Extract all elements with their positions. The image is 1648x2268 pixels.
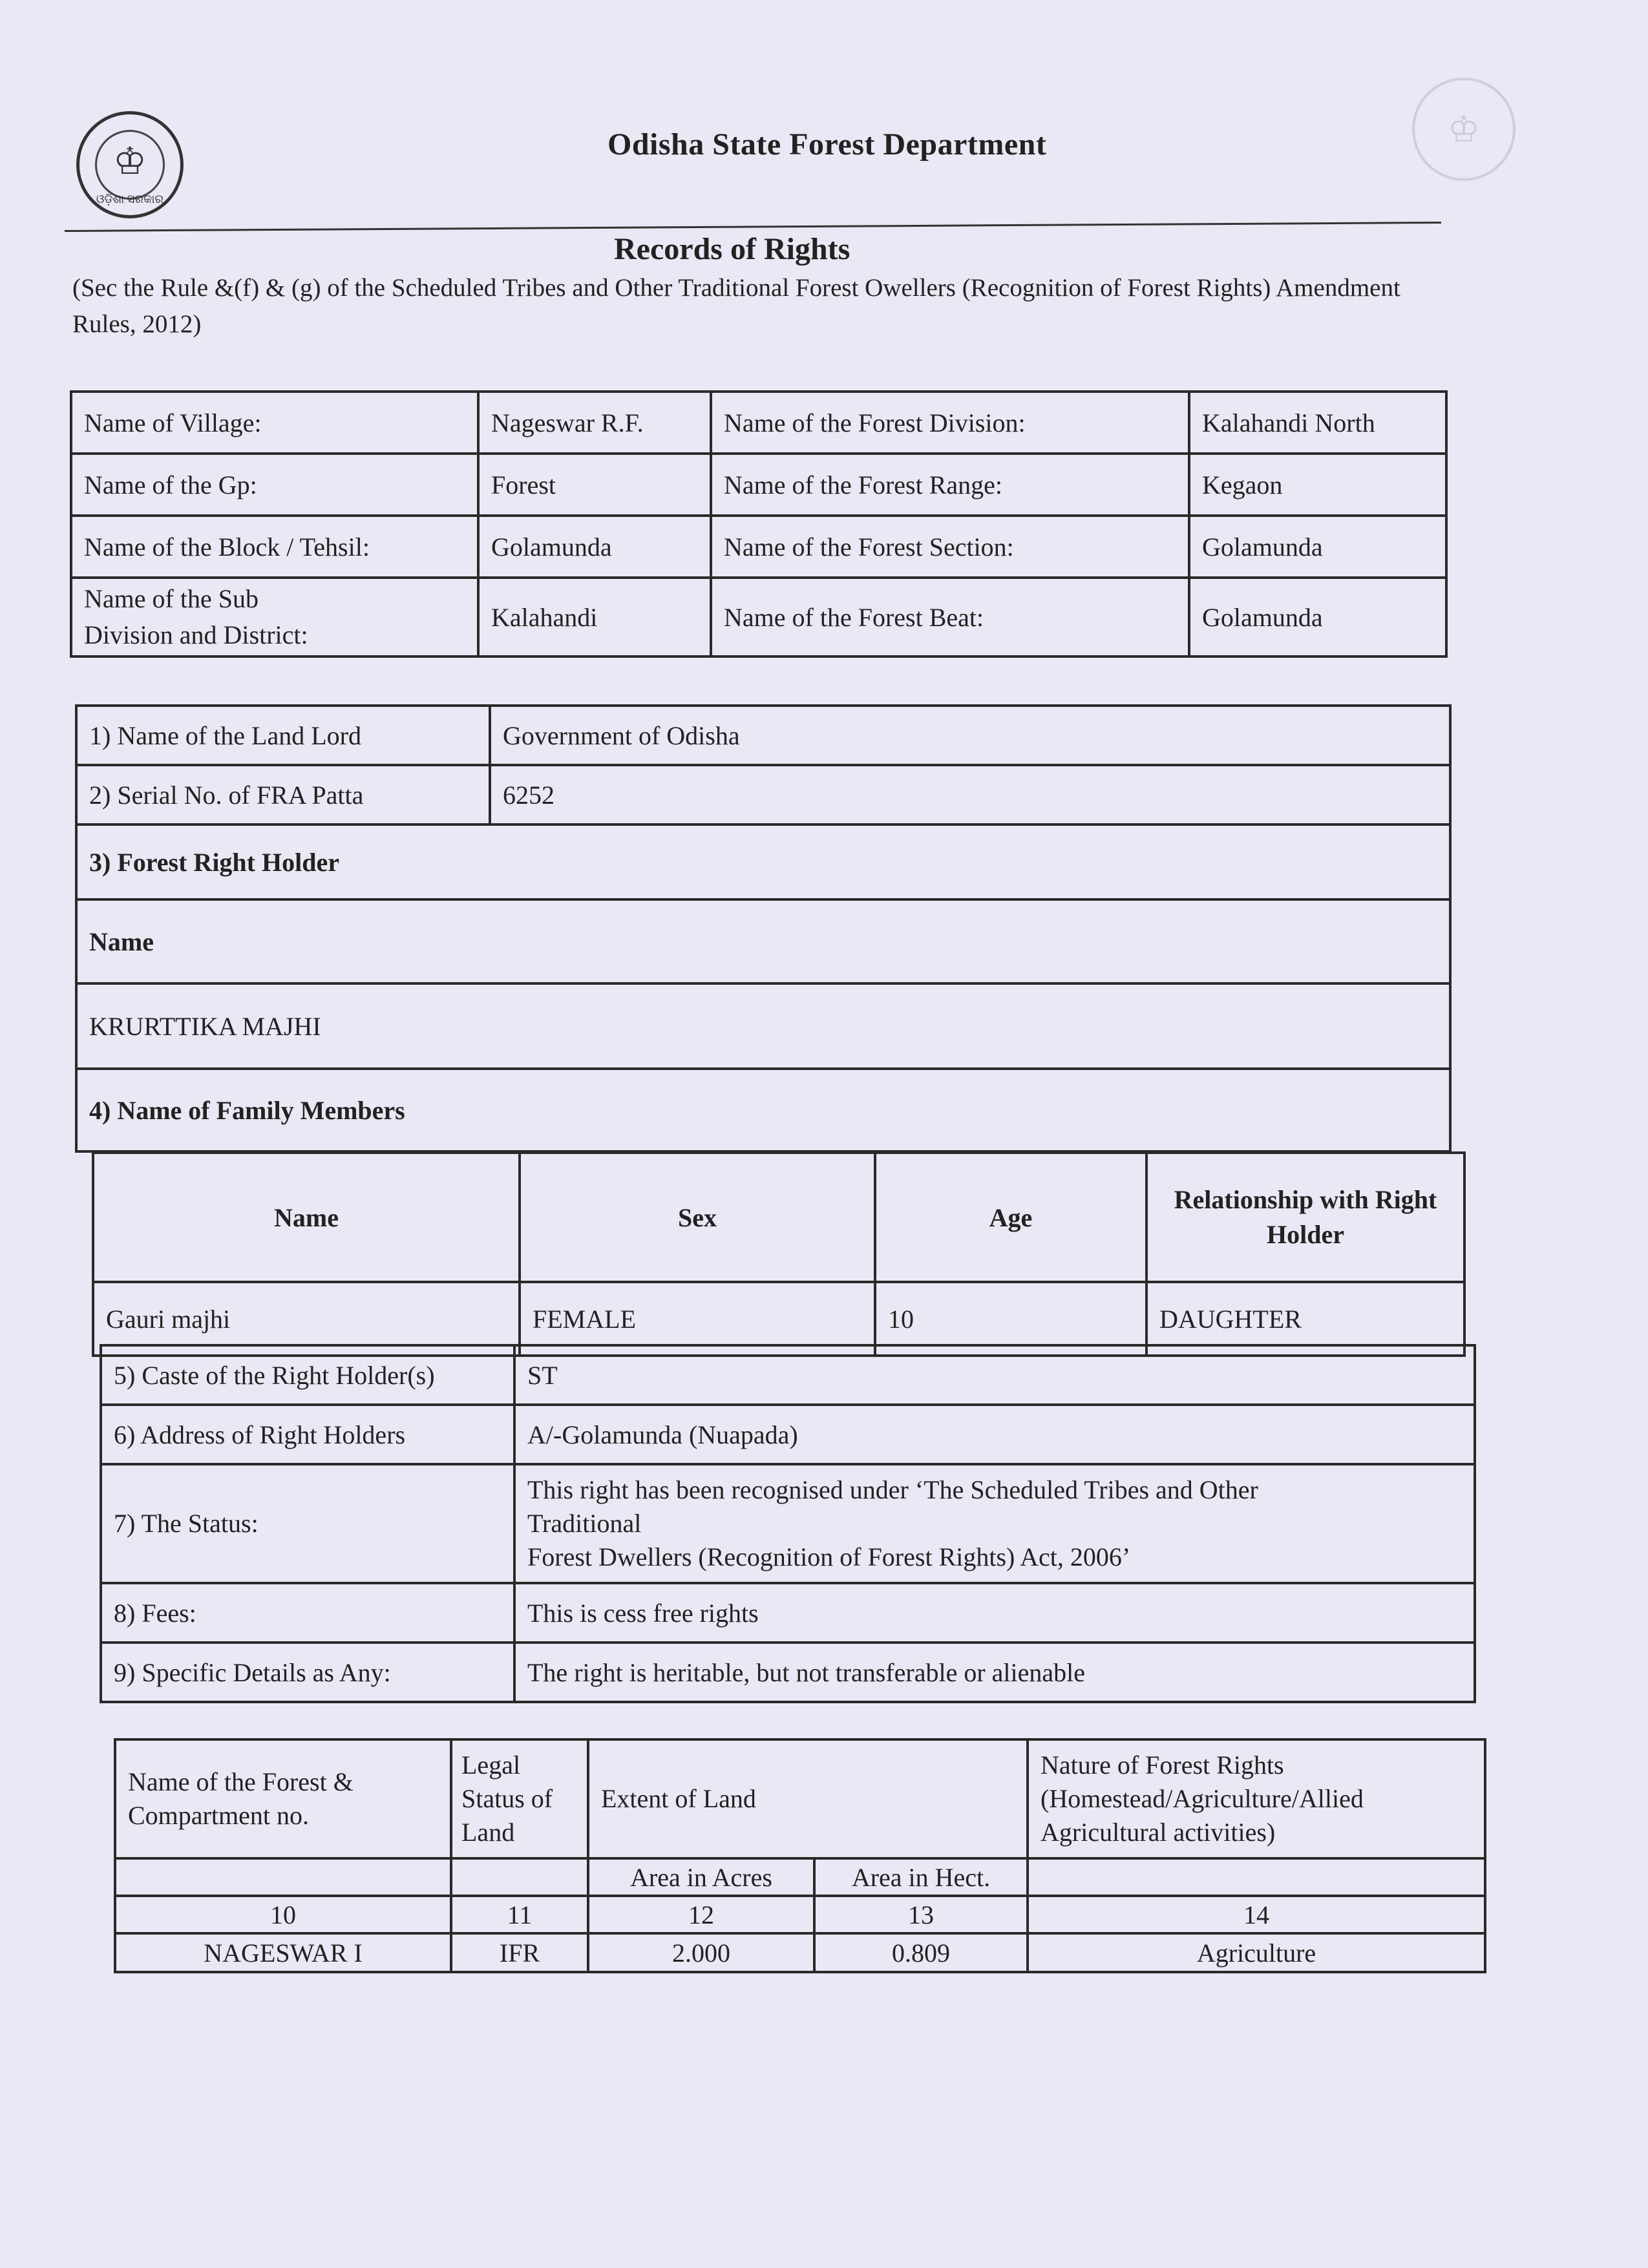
specific-label: 9) Specific Details as Any:	[101, 1643, 514, 1702]
table-row	[101, 1464, 1475, 1583]
family-header-name: Name	[93, 1153, 520, 1282]
status-label: 7) The Status:	[101, 1464, 514, 1583]
table-row	[76, 706, 1450, 765]
village-value: Nageswar R.F.	[478, 392, 711, 454]
caste-value: ST	[514, 1345, 1475, 1405]
right-holder-heading: 3) Forest Right Holder	[76, 824, 1450, 899]
family-member-relationship: DAUGHTER	[1146, 1282, 1464, 1356]
faded-seal	[1412, 78, 1516, 181]
section-value: Golamunda	[1189, 516, 1446, 578]
column-number: 14	[1028, 1896, 1485, 1933]
forest-header: Name of the Forest & Compartment no.	[115, 1739, 451, 1858]
emblem-icon: ♔	[113, 140, 147, 182]
nature-header: Nature of Forest Rights (Homestead/Agriculture/Allied Agricultural activities)	[1028, 1739, 1485, 1858]
beat-label: Name of the Forest Beat:	[711, 578, 1189, 656]
location-table	[70, 390, 1448, 658]
gp-label: Name of the Gp:	[71, 454, 478, 516]
column-number-row	[115, 1896, 1485, 1933]
hect-header: Area in Hect.	[814, 1858, 1028, 1896]
table-row	[76, 824, 1450, 899]
table-row	[101, 1583, 1475, 1643]
legal-status-value: IFR	[451, 1933, 588, 1972]
serial-label: 2) Serial No. of FRA Patta	[76, 765, 490, 824]
column-number: 11	[451, 1896, 588, 1933]
document-title: Records of Rights	[614, 232, 850, 266]
address-value: A/-Golamunda (Nuapada)	[514, 1405, 1475, 1464]
table-row	[101, 1405, 1475, 1464]
table-row	[71, 578, 1446, 656]
department-title: Odisha State Forest Department	[607, 127, 1047, 162]
table-row	[115, 1933, 1485, 1972]
table-row	[76, 899, 1450, 983]
status-line-1: This right has been recognised under ‘The Scheduled Tribes and Other Traditional	[527, 1475, 1258, 1538]
table-row	[101, 1643, 1475, 1702]
legal-status-header: Legal Status of Land	[451, 1739, 588, 1858]
column-number: 13	[814, 1896, 1028, 1933]
table-row	[76, 765, 1450, 824]
caste-label: 5) Caste of the Right Holder(s)	[101, 1345, 514, 1405]
beat-value: Golamunda	[1189, 578, 1446, 656]
table-header-row	[93, 1153, 1464, 1282]
block-label: Name of the Block / Tehsil:	[71, 516, 478, 578]
acres-value: 2.000	[588, 1933, 814, 1972]
division-value: Kalahandi North	[1189, 392, 1446, 454]
table-subheader-row	[115, 1858, 1485, 1896]
holder-name-label: Name	[76, 899, 1450, 983]
table-row	[71, 516, 1446, 578]
serial-value: 6252	[490, 765, 1450, 824]
column-number: 12	[588, 1896, 814, 1933]
family-member-age: 10	[875, 1282, 1146, 1356]
seal-icon: ♔	[1447, 110, 1481, 150]
hect-value: 0.809	[814, 1933, 1028, 1972]
subdivision-label: Name of the Sub Division and District:	[71, 578, 478, 656]
emblem-text: ଓଡ଼ିଶା ସରକାର	[96, 193, 164, 205]
table-row	[71, 392, 1446, 454]
block-value: Golamunda	[478, 516, 711, 578]
holder-table	[75, 704, 1452, 1153]
section-label: Name of the Forest Section:	[711, 516, 1189, 578]
range-label: Name of the Forest Range:	[711, 454, 1189, 516]
nature-value: Agriculture	[1028, 1933, 1485, 1972]
fees-value: This is cess free rights	[514, 1583, 1475, 1643]
odisha-emblem	[76, 111, 184, 218]
table-row	[76, 1069, 1450, 1151]
acres-header: Area in Acres	[588, 1858, 814, 1896]
division-label: Name of the Forest Division:	[711, 392, 1189, 454]
table-row	[101, 1345, 1475, 1405]
document-subtitle: (Sec the Rule &(f) & (g) of the Scheduled Tribes and Other Traditional Forest Owellers (Recognition of Forest Rights) Amendment Rules, 2012)	[72, 274, 1400, 338]
family-members-table	[92, 1151, 1466, 1357]
family-member-sex: FEMALE	[520, 1282, 875, 1356]
subdivision-value: Kalahandi	[478, 578, 711, 656]
status-line-2: Forest Dwellers (Recognition of Forest Rights) Act, 2006’	[527, 1542, 1131, 1571]
extent-header: Extent of Land	[588, 1739, 1028, 1858]
column-number: 10	[115, 1896, 451, 1933]
family-header-relationship: Relationship with Right Holder	[1146, 1153, 1464, 1282]
family-heading: 4) Name of Family Members	[76, 1069, 1450, 1151]
table-row	[71, 454, 1446, 516]
family-member-name: Gauri majhi	[93, 1282, 520, 1356]
land-table	[114, 1738, 1486, 1973]
landlord-label: 1) Name of the Land Lord	[76, 706, 490, 765]
village-label: Name of Village:	[71, 392, 478, 454]
holder-name-value: KRURTTIKA MAJHI	[76, 983, 1450, 1069]
family-header-age: Age	[875, 1153, 1146, 1282]
landlord-value: Government of Odisha	[490, 706, 1450, 765]
header-divider	[65, 222, 1441, 232]
range-value: Kegaon	[1189, 454, 1446, 516]
family-header-sex: Sex	[520, 1153, 875, 1282]
fees-label: 8) Fees:	[101, 1583, 514, 1643]
gp-value: Forest	[478, 454, 711, 516]
details-table	[100, 1344, 1476, 1703]
forest-value: NAGESWAR I	[115, 1933, 451, 1972]
table-row	[76, 983, 1450, 1069]
specific-value: The right is heritable, but not transferable or alienable	[514, 1643, 1475, 1702]
table-header-row	[115, 1739, 1485, 1858]
status-value	[514, 1464, 1475, 1583]
address-label: 6) Address of Right Holders	[101, 1405, 514, 1464]
